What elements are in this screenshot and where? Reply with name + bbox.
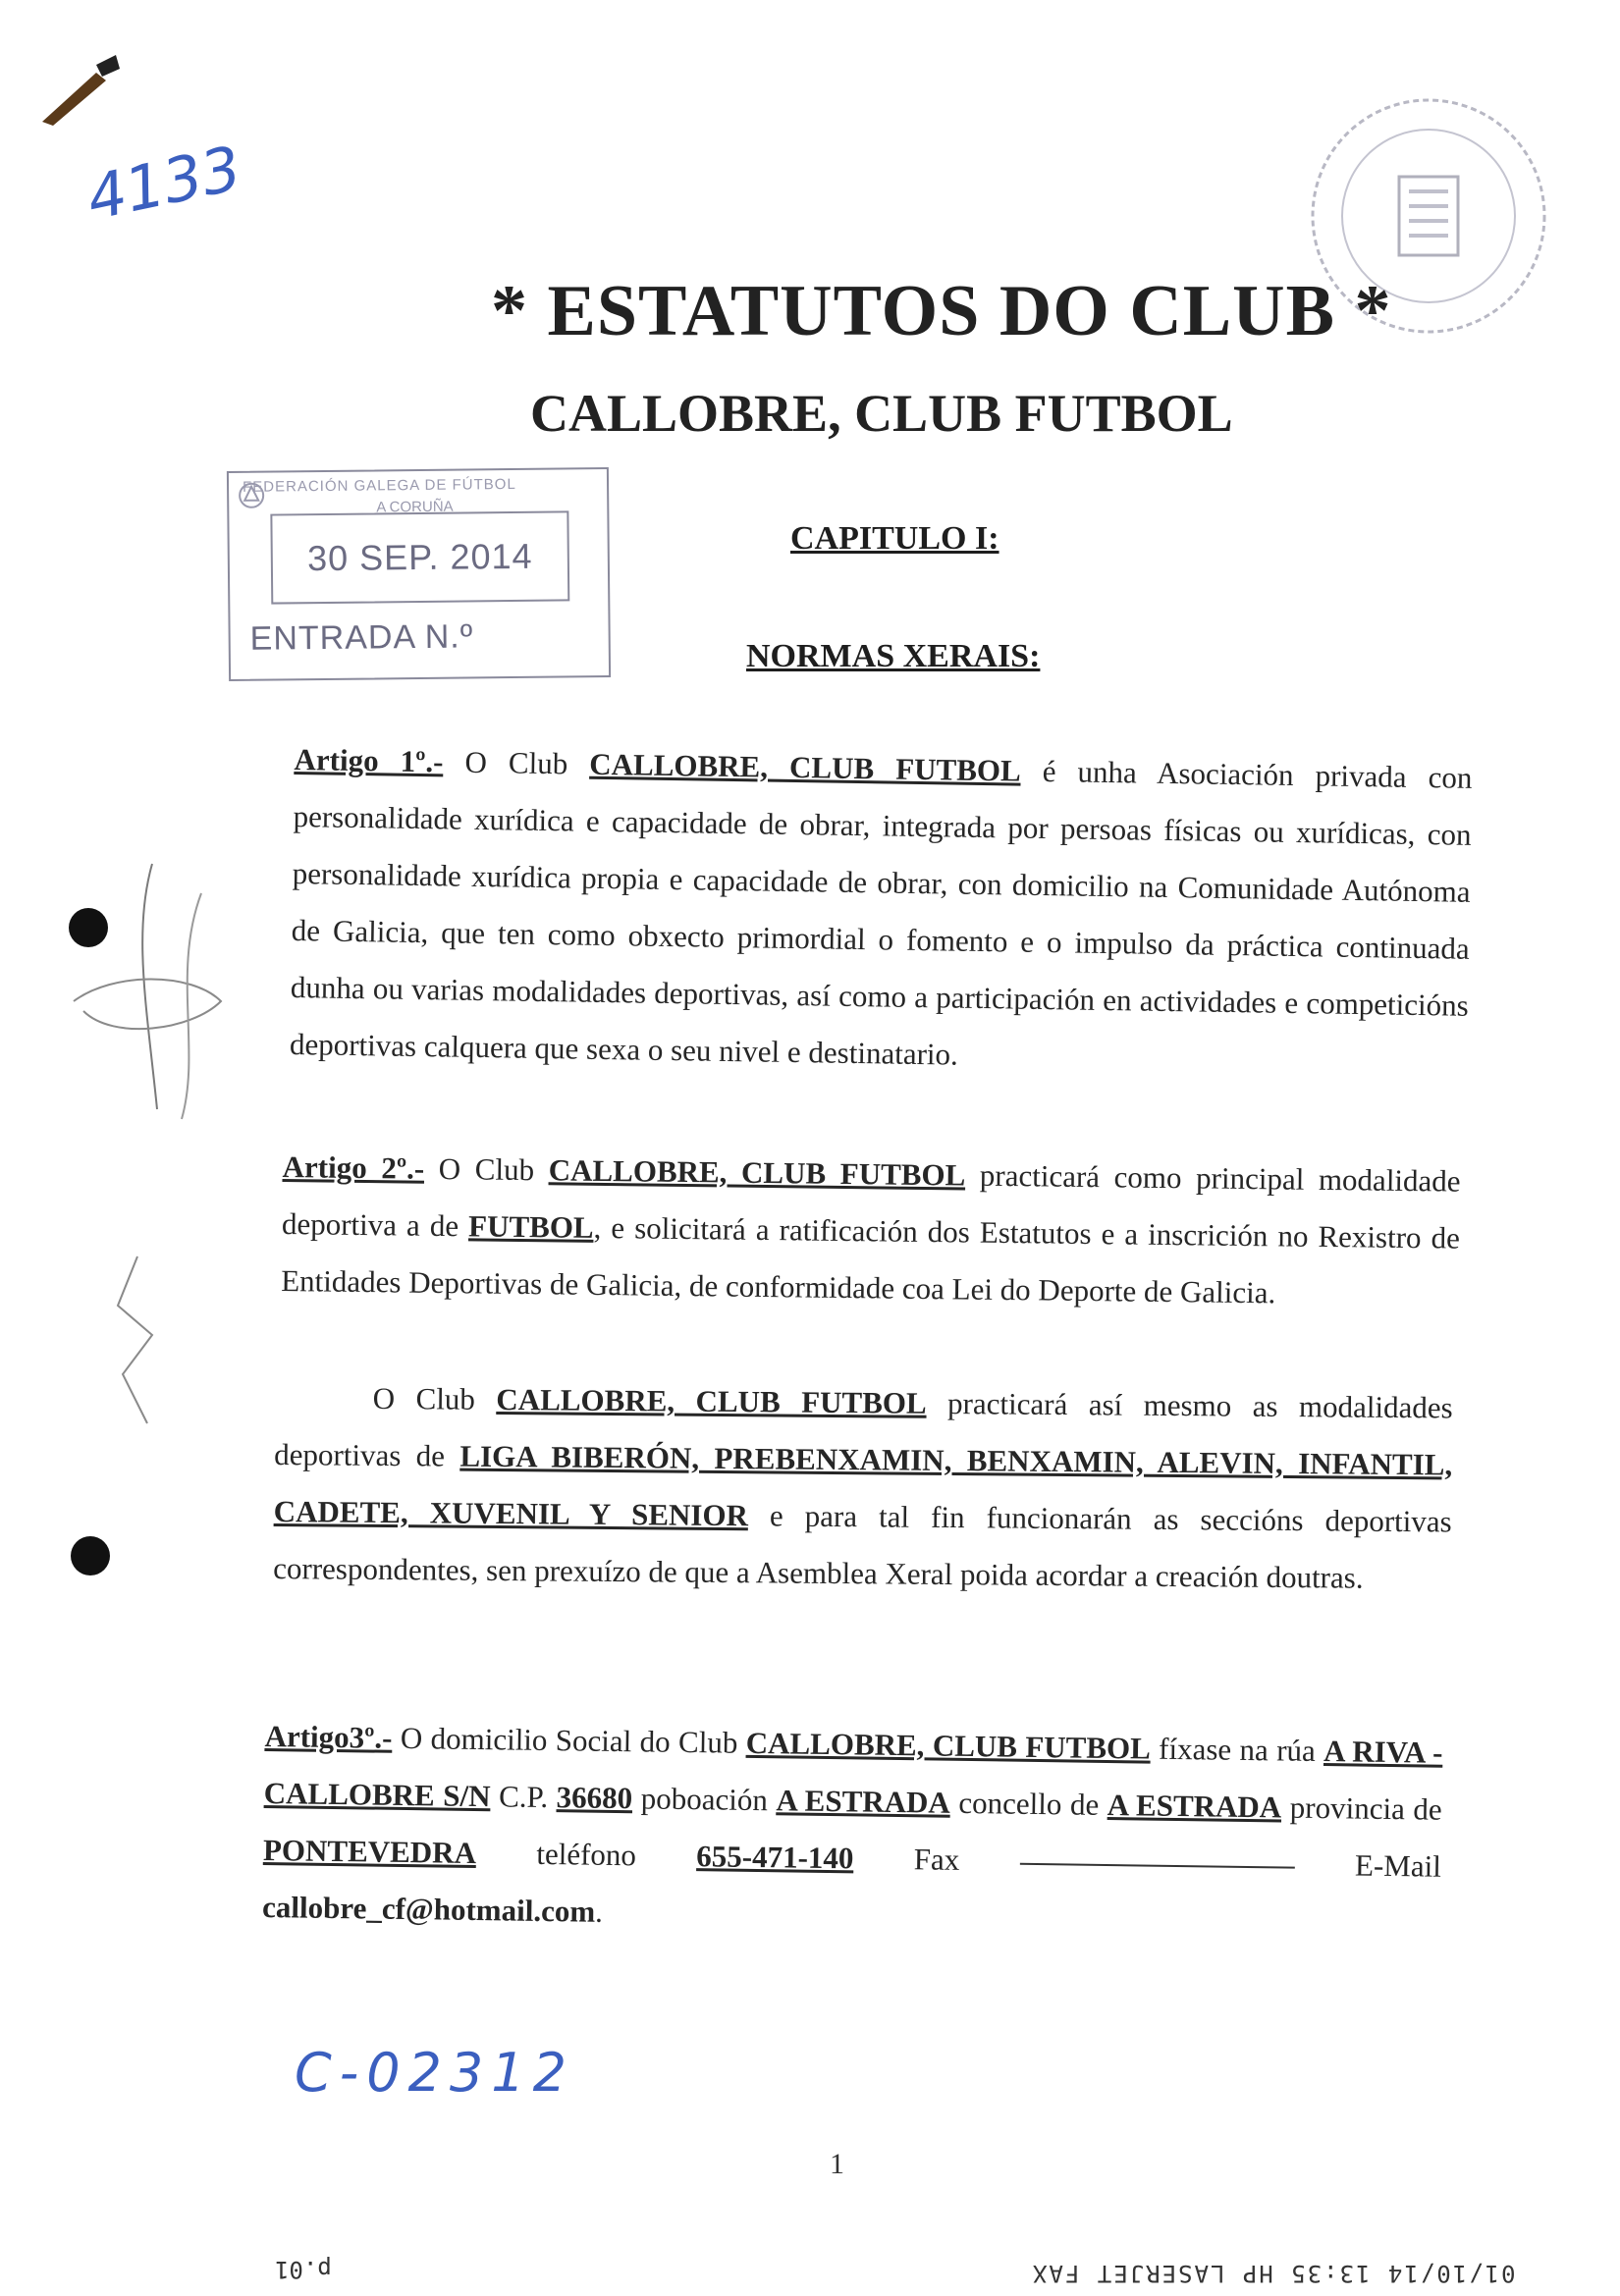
- article-2: [281, 1139, 1461, 1324]
- fax-page-marker: p.01: [275, 2256, 332, 2283]
- article-text: é unha Asociación privada con personalidade xurídica e capacidade de obrar, integrada por persoas físicas ou xurídicas, con personalidade xurídica propia e capacidade de obrar, con domicilio na Comunidade Autónoma de Galicia, que ten como obxecto primordial o fomento e o impulso da práctica continuada dunha ou varias modalidades deportivas, así como a participación en actividades e competicións deportivas calquera que sexa o seu nivel e destinatario.: [289, 753, 1473, 1072]
- article-text: O Club: [372, 1380, 497, 1416]
- article-text: E-Mail: [1294, 1846, 1442, 1884]
- article-1: [290, 731, 1473, 1092]
- article-text: , e solicitará a ratificación dos Estatutos e a inscrición no Rexistro de Entidades Deportivas de Galicia, de conformidade coa Lei do Deporte de Galicia.: [281, 1209, 1461, 1310]
- article-text: C.P.: [490, 1779, 557, 1815]
- category-list: LIGA BIBERÓN, PREBENXAMIN, BENXAMIN, ALEVIN, INFANTIL, CADETE, XUVENIL Y SENIOR: [273, 1438, 1453, 1533]
- entry-stamp: [227, 467, 611, 681]
- article-text: practicará así mesmo as modalidades deportivas de: [274, 1385, 1453, 1473]
- phone-number: 655-471-140: [696, 1839, 854, 1876]
- town: A ESTRADA: [776, 1783, 951, 1820]
- article-text: Fax: [853, 1841, 1020, 1878]
- article-3-label: Artigo3º.-: [264, 1718, 393, 1755]
- article-text: O Club: [443, 744, 590, 781]
- stamp-date: 30 SEP. 2014: [270, 510, 569, 604]
- margin-signature-scribble: [54, 854, 241, 1129]
- club-name-title: CALLOBRE, CLUB FUTBOL: [530, 384, 1233, 443]
- fax-blank-line: [1020, 1863, 1295, 1869]
- club-name: CALLOBRE, CLUB FUTBOL: [496, 1381, 927, 1420]
- article-text: .: [594, 1894, 604, 1929]
- article-text: O domicilio Social do Club: [392, 1720, 746, 1760]
- email-address: callobre_cf@hotmail.com: [261, 1889, 596, 1929]
- article-text: poboación: [631, 1781, 777, 1818]
- handwritten-number: 4133: [81, 132, 247, 235]
- handwritten-code: C-02312: [295, 2042, 574, 2104]
- article-text: concello de: [949, 1785, 1108, 1822]
- club-name: CALLOBRE, CLUB FUTBOL: [548, 1152, 966, 1193]
- margin-initials-scribble: [98, 1247, 177, 1433]
- article-3: [262, 1708, 1443, 1952]
- article-2-paragraph-2: [273, 1369, 1453, 1607]
- stamp-entry-label: ENTRADA N.º: [249, 617, 474, 658]
- section-heading: NORMAS XERAIS:: [746, 638, 1041, 674]
- street-address: A RIVA - CALLOBRE S/N: [263, 1734, 1443, 1814]
- article-text: practicará como principal modalidade deportiva a de: [281, 1157, 1461, 1244]
- postal-code: 36680: [556, 1780, 633, 1816]
- article-text: e para tal fin funcionarán as seccións deportivas correspondentes, sen prexuízo de que a Asemblea Xeral poida acordar a creación doutras.: [273, 1498, 1452, 1595]
- club-name: CALLOBRE, CLUB FUTBOL: [745, 1725, 1152, 1766]
- stamp-organization: FEDERACIÓN GALEGA DE FÚTBOL: [242, 475, 516, 496]
- sport-name: FUTBOL: [467, 1208, 594, 1245]
- club-name: CALLOBRE, CLUB FUTBOL: [589, 746, 1021, 788]
- fax-header-line: 01/10/14 13:35 HP LASERJET FAX: [1031, 2260, 1516, 2287]
- article-text: provincia de: [1280, 1789, 1442, 1827]
- article-2-label: Artigo 2º.-: [282, 1148, 425, 1186]
- chapter-heading: CAPITULO I:: [790, 520, 999, 557]
- council: A ESTRADA: [1107, 1787, 1282, 1825]
- pen-ink-mark: [37, 51, 126, 130]
- article-text: teléfono: [475, 1836, 697, 1874]
- document-title: * ESTATUTOS DO CLUB *: [491, 271, 1392, 351]
- article-text: fíxase na rúa: [1150, 1731, 1324, 1769]
- page-number: 1: [830, 2148, 844, 2180]
- article-1-label: Artigo 1º.-: [294, 741, 444, 779]
- province: PONTEVEDRA: [262, 1832, 477, 1871]
- stamp-city: A CORUÑA: [376, 498, 454, 516]
- article-text: O Club: [423, 1150, 549, 1188]
- punch-hole: [71, 1536, 110, 1575]
